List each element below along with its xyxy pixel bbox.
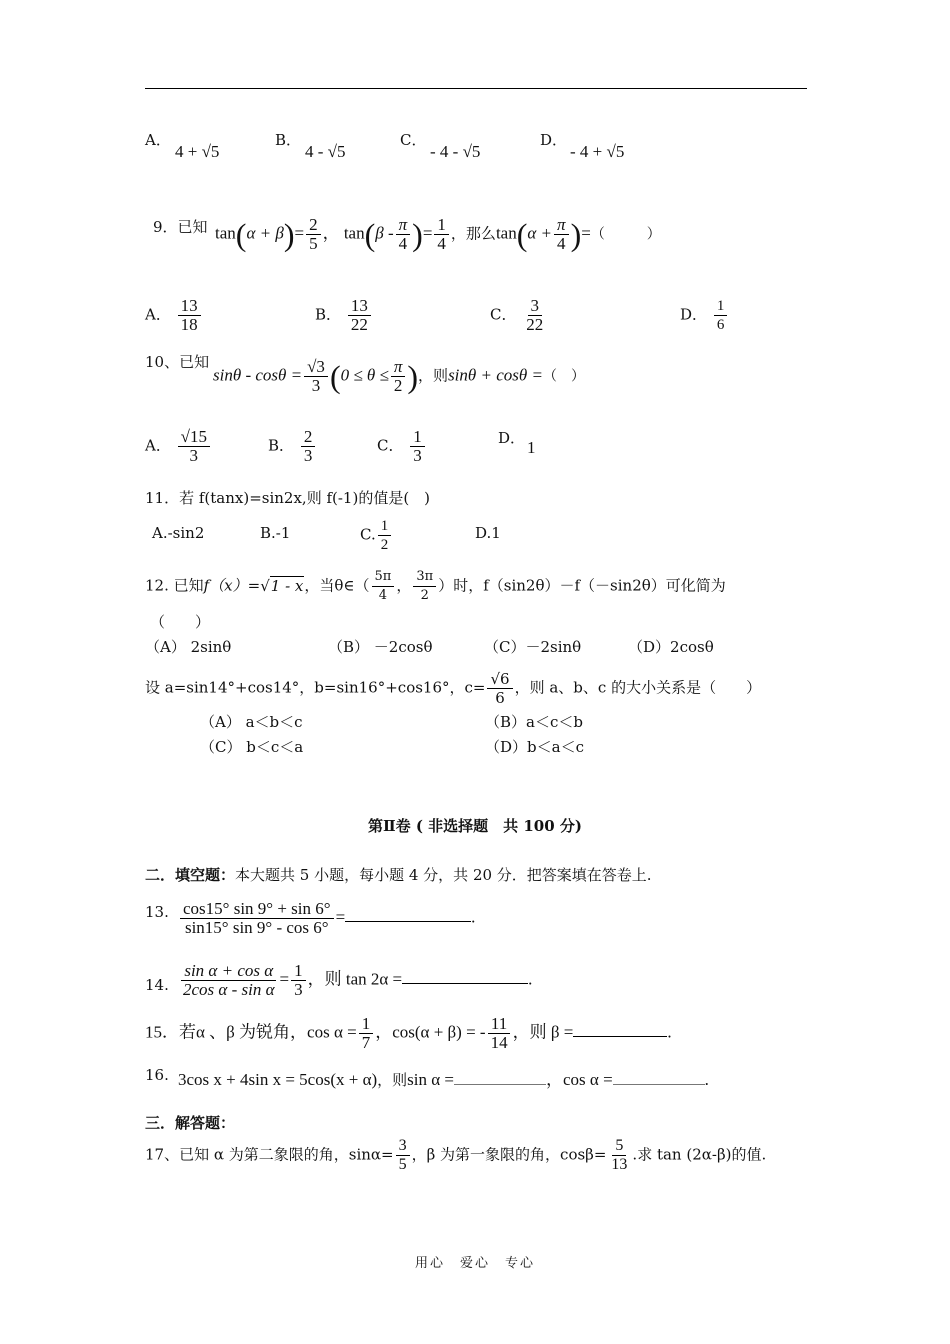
q12-bracket: （ ） — [150, 613, 211, 631]
q9-option-a: A． $\frac{13}{18}$ — [145, 297, 203, 334]
q11-option-a: A.-sin2 — [152, 524, 205, 542]
fill-q15-text: 15．若α 、β 为锐角，cos α = $\frac{1}{7}$ ，cos(α + β) = - $\frac{11}{14}$ ，则 β = . — [145, 1014, 672, 1052]
fill-q14-number: 14. — [145, 976, 169, 994]
fill-q13-number: 13. — [145, 903, 169, 921]
fill-in-heading: 二．填空题：本大题共 5 小题，每小题 4 分，共 20 分．把答案填在答卷上. — [145, 866, 652, 884]
q11-option-c: C. $\frac{1}{2}$ — [360, 517, 393, 554]
abc-option-b: （B）a＜c＜b — [485, 713, 583, 731]
abc-option-d: （D）b＜a＜c — [485, 738, 584, 756]
q9-fraction-1: $\frac{2}{5}$ — [306, 216, 321, 253]
fill-q13-expression: $\frac{\cos 15^\circ \sin 9^\circ + \sin 6^\circ}{\sin 15^\circ \sin 9^\circ - \cos 6^\circ}$ = . — [178, 900, 475, 937]
abc-question: 设 a=sin14°+cos14°，b=sin16°+cos16°，c= $\frac{√6}{6}$ ，则 a、b、c 的大小关系是（ ） — [145, 670, 762, 707]
q12-option-b: （B） －2cosθ — [328, 638, 433, 656]
q8-option-b: B． — [275, 131, 302, 149]
solve-heading: 三．解答题： — [145, 1114, 236, 1132]
q10-option-b: B． $\frac{2}{3}$ — [268, 428, 317, 465]
q11-option-b: B.-1 — [260, 524, 291, 542]
q10-option-a: A． $\frac{√15}{3}$ — [145, 428, 212, 465]
q9-option-b: B． $\frac{13}{22}$ — [315, 297, 373, 334]
fill-q16-cos-blank[interactable] — [613, 1084, 705, 1085]
q8-option-d: D． — [540, 131, 568, 149]
q8-option-b-value: 4 - √5 — [305, 142, 346, 161]
q8-option-d-value: - 4 + √5 — [570, 142, 625, 161]
fill-q13-blank[interactable] — [345, 921, 471, 922]
fill-q16-sin-blank[interactable] — [454, 1084, 546, 1085]
section-title: 第Ⅱ卷 ( 非选择题 共 100 分) — [367, 817, 583, 835]
abc-option-a: （A） a＜b＜c — [200, 713, 303, 731]
footer-motto: 用心 爱心 专心 — [414, 1256, 535, 1271]
q12-option-c: （C）－2sinθ — [484, 638, 582, 656]
q8-option-c: C． — [400, 131, 427, 149]
fill-q16-number: 16. — [145, 1066, 169, 1084]
fill-q14-expression: $\frac{\text{sin α + cos α}}{\text{2cos α - sin α}}$ = $\frac{1}{3}$ ，则 tan 2α = . — [183, 961, 533, 999]
q10-option-d-value: 1 — [527, 438, 536, 457]
q10-option-c: C． $\frac{1}{3}$ — [377, 428, 427, 465]
header-rule — [145, 88, 807, 89]
q9-number: 9．已知 — [153, 218, 208, 236]
q12-text: 12. 已知f（x）=√1 - x，当θ∈（ $\frac{5\pi}{4}$ ， $\frac{3\pi}{2}$ ）时，f（sin2θ）－f（－sin2θ）可化简为 — [145, 569, 726, 603]
fill-q14-blank[interactable] — [402, 983, 528, 984]
q8-option-a-value: 4 + √5 — [175, 142, 220, 161]
q12-option-d: （D）2cosθ — [628, 638, 714, 656]
q10-option-d: D． — [498, 429, 526, 447]
q10-number: 10、已知 — [145, 353, 210, 371]
q9-expression: tan(α + β)= $\frac{2}{5}$ ， tan(β - $\frac{\pi}{4}$ )= $\frac{1}{4}$ ，那么tan(α + $\frac{\pi}{4}$ )=（ ） — [215, 215, 661, 253]
q11-text: 11．若 f(tanx)=sin2x,则 f(-1)的值是( ) — [145, 489, 431, 507]
q9-option-d: D． $\frac{1}{6}$ — [680, 297, 729, 334]
q12-option-a: （A） 2sinθ — [145, 638, 232, 656]
fill-q15-blank[interactable] — [573, 1036, 667, 1037]
q8-option-a: A． — [145, 131, 171, 149]
q9-fraction-2: $\frac{1}{4}$ — [434, 216, 449, 253]
q8-option-c-value: - 4 - √5 — [430, 142, 481, 161]
q9-option-c: C． $\frac{3}{22}$ — [490, 296, 544, 334]
fill-q16-expression: 3cos x + 4sin x = 5cos(x + α)，则sin α = ，cos α = . — [178, 1070, 709, 1089]
q10-expression: sinθ - cosθ = $\frac{√3}{3}$ (0 ≤ θ ≤ $\frac{\pi}{2}$ )，则sinθ + cosθ =（ ） — [213, 357, 585, 395]
abc-option-c: （C） b＜c＜a — [200, 738, 304, 756]
q11-option-d: D.1 — [475, 524, 501, 542]
q17-text: 17、已知 α 为第二象限的角，sinα= $\frac{3}{5}$ ，β 为第一象限的角，cosβ= $\frac{5}{13}$ .求 tan (2α-β)的值. — [145, 1137, 767, 1173]
